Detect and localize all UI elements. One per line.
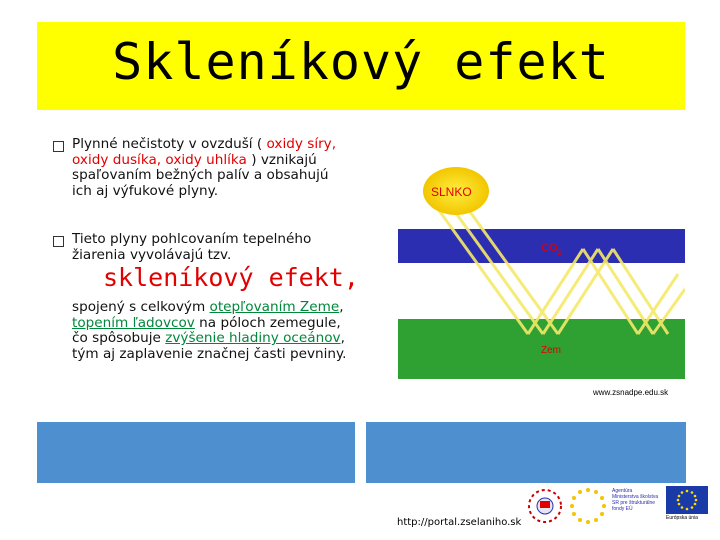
- paragraph-text: [72, 300, 357, 362]
- eu-stars-logo: [567, 485, 609, 525]
- eu-flag-stars-icon: [666, 486, 708, 514]
- co2-label: $CO_2$: [541, 242, 562, 257]
- paragraph-g2: topením ľadovcov: [72, 314, 195, 331]
- bullet-1-pre: Plynné nečistoty v ovzduší (: [72, 136, 267, 152]
- title-band: [37, 22, 685, 110]
- paragraph-p3: na póloch zemegule, čo spôsobuje: [72, 314, 341, 346]
- paragraph-g3: zvýšenie hladiny oceánov: [165, 330, 341, 346]
- bullet-1-red: oxidy síry, oxidy dusíka, oxidy uhlíka: [72, 136, 337, 168]
- eu-flag-caption: Európska únia: [666, 515, 698, 521]
- paragraph-p2: ,: [339, 299, 344, 315]
- sun-label: SLNKO: [431, 185, 472, 199]
- blue-box-right: [366, 422, 686, 483]
- paragraph-p4: , tým aj zaplavenie značnej časti pevniny.: [72, 330, 347, 362]
- agency-logo-text: Agentúra Ministerstva školstva SR pre štrukturálne fondy EÚ: [612, 488, 659, 512]
- slide-title: Skleníkový efekt: [112, 33, 610, 91]
- agency-logo: [612, 488, 660, 524]
- bullet-1-marker: [53, 141, 64, 152]
- bullet-2-marker: [53, 236, 64, 247]
- eu-flag: [666, 486, 708, 514]
- diagram-credit: www.zsnadpe.edu.sk: [593, 388, 669, 397]
- earth-label: Zem: [541, 345, 561, 356]
- sun-rays: [438, 209, 685, 334]
- bullet-1-text: [72, 137, 347, 199]
- greenhouse-highlight: skleníkový efekt,: [103, 263, 359, 292]
- greenhouse-diagram: [398, 139, 685, 409]
- blue-box-left: [37, 422, 355, 483]
- bullet-2-text: Tieto plyny pohlcovaním tepelného žiarenia vyvolávajú tzv.: [72, 231, 312, 263]
- school-logo: [525, 487, 565, 525]
- paragraph-g1: otepľovaním Zeme: [209, 299, 340, 315]
- bullet-1-post: ) vznikajú spaľovaním bežných palív a obsahujú ich aj výfukové plyny.: [72, 151, 329, 199]
- paragraph-p1: spojený s celkovým: [72, 299, 210, 315]
- footer-url[interactable]: http://portal.zselaniho.sk: [397, 517, 522, 528]
